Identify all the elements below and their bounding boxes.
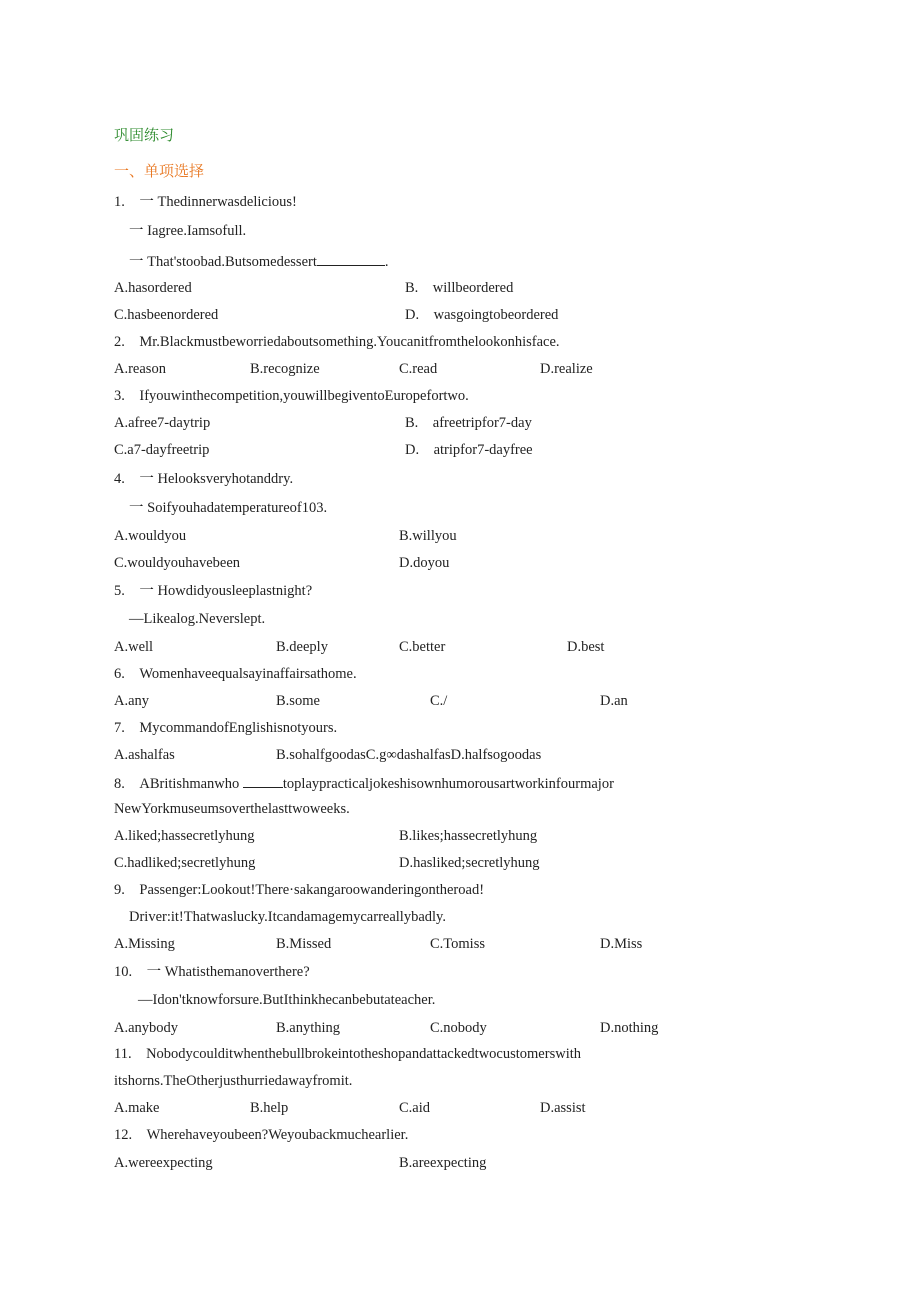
question-11: 11. Nobodycoulditwhenthebullbrokeintotheshopandattackedtwocustomerswith [114,1046,581,1062]
option-2d: D.realize [540,361,593,377]
section-heading: 一、单项选择 [114,162,205,180]
option-1b: B. willbeordered [405,280,514,296]
period: . [384,254,389,270]
question-6: 6. Womenhaveequalsayinaffairsathome. [114,666,357,682]
question-9-line-2: Driver:it!Thatwaslucky.Itcandamagemycarreallybadly. [129,909,446,925]
option-5b: B.deeply [276,639,328,655]
option-1c: C.hasbeenordered [114,307,219,323]
question-4-line-2: 一 Soifyouhadatemperatureof103. [129,500,328,516]
question-9: 9. Passenger:Lookout!There·sakangaroowanderingontheroad! [114,882,485,898]
question-11-line-2: itshorns.TheOtherjusthurriedawayfromit. [114,1073,353,1089]
option-7bcd: B.sohalfgoodasC.g∞dashalfasD.halfsogoodas [276,747,542,763]
option-9c: C.Tomiss [430,936,485,952]
option-10c: C.nobody [430,1020,487,1036]
question-7: 7. MycommandofEnglishisnotyours. [114,720,338,736]
option-3c: C.a7-dayfreetrip [114,442,210,458]
option-5d: D.best [567,639,605,655]
option-11d: D.assist [540,1100,586,1116]
question-8 [114,773,614,793]
option-3d: D. atripfor7-dayfree [405,442,533,458]
option-12b: B.areexpecting [399,1155,487,1171]
option-6a: A.any [114,693,150,709]
option-4d: D.doyou [399,555,450,571]
option-6b: B.some [276,693,320,709]
question-1-line-3-text: 一 That'stoobad.Butsomedessert [129,254,317,270]
answer-blank [243,773,283,788]
question-1-line-2: 一 Iagree.Iamsofull. [129,223,247,239]
question-8-end: toplaypracticaljokeshisownhumorousartworkinfourmajor [282,776,614,792]
option-9d: D.Miss [600,936,643,952]
question-10-line-2: —Idon'tknowforsure.ButIthinkhecanbebutateacher. [138,992,436,1008]
option-2b: B.recognize [250,361,320,377]
option-8d: D.hasliked;secretlyhung [399,855,540,871]
option-11c: C.aid [399,1100,431,1116]
option-6c: C./ [430,693,448,709]
option-10b: B.anything [276,1020,341,1036]
question-1: 1. 一 Thedinnerwasdelicious! [114,194,297,210]
option-10a: A.anybody [114,1020,179,1036]
option-1a: A.hasordered [114,280,192,296]
option-8c: C.hadliked;secretlyhung [114,855,256,871]
question-3: 3. Ifyouwinthecompetition,youwillbegiventoEuropefortwo. [114,388,469,404]
question-2: 2. Mr.Blackmustbeworriedaboutsomething.Youcanitfromthelookonhisface. [114,334,560,350]
option-5c: C.better [399,639,446,655]
option-11a: A.make [114,1100,160,1116]
option-7a: A.ashalfas [114,747,175,763]
option-8a: A.liked;hassecretlyhung [114,828,255,844]
option-2a: A.reason [114,361,166,377]
option-4c: C.wouldyouhavebeen [114,555,241,571]
question-5-line-2: —Likealog.Neverslept. [129,611,266,627]
question-12: 12. Wherehaveyoubeen?Weyoubackmuchearlier. [114,1127,409,1143]
option-10d: D.nothing [600,1020,659,1036]
question-5: 5. 一 Howdidyousleeplastnight? [114,583,313,599]
option-4a: A.wouldyou [114,528,187,544]
answer-blank [317,251,385,266]
option-6d: D.an [600,693,628,709]
question-8-start: 8. ABritishmanwho [114,776,240,792]
option-12a: A.wereexpecting [114,1155,213,1171]
question-4: 4. 一 Helooksveryhotanddry. [114,471,294,487]
option-3a: A.afree7-daytrip [114,415,211,431]
option-2c: C.read [399,361,438,377]
question-1-line-3 [129,251,389,271]
option-5a: A.well [114,639,154,655]
option-4b: B.willyou [399,528,457,544]
option-1d: D. wasgoingtobeordered [405,307,559,323]
option-3b: B. afreetripfor7-day [405,415,532,431]
option-9b: B.Missed [276,936,332,952]
option-8b: B.likes;hassecretlyhung [399,828,538,844]
page-title: 巩固练习 [114,126,175,144]
question-10: 10. 一 Whatisthemanoverthere? [114,964,310,980]
option-9a: A.Missing [114,936,175,952]
question-8-line-2: NewYorkmuseumsoverthelasttwoweeks. [114,801,350,817]
option-11b: B.help [250,1100,289,1116]
